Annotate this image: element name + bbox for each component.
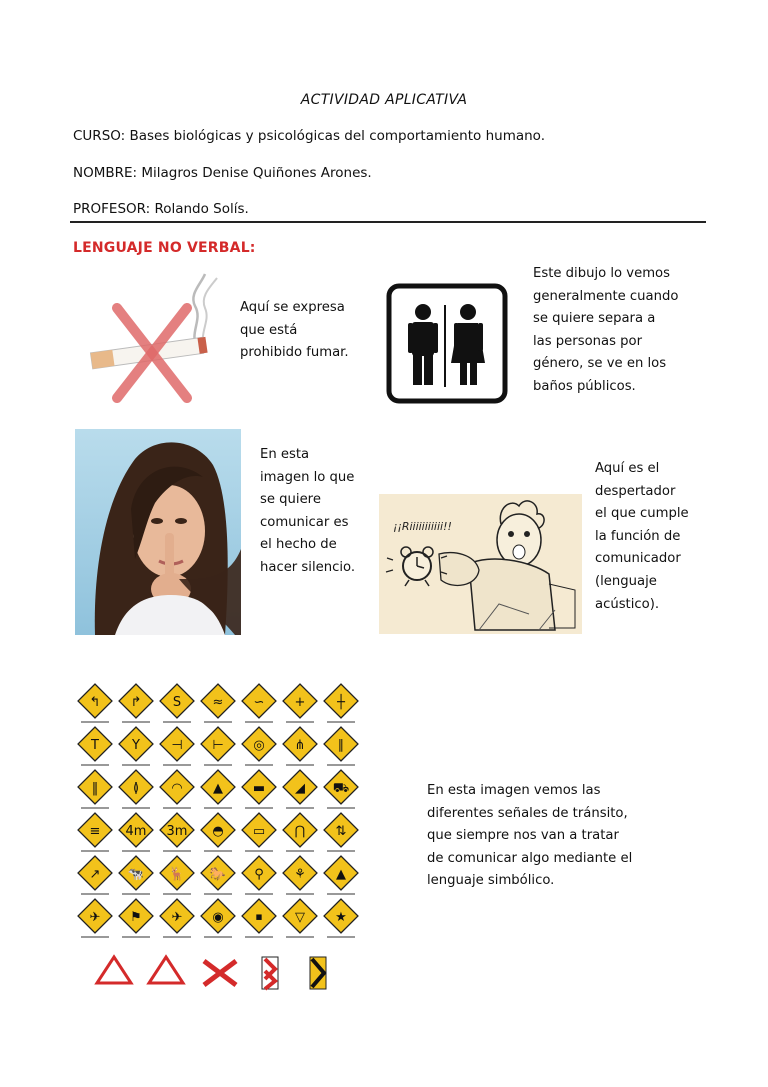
svg-text:★: ★ [335, 910, 347, 925]
traffic-sign-icon [262, 957, 278, 989]
svg-text:✈: ✈ [89, 910, 101, 925]
traffic-sign-icon [160, 899, 194, 938]
no-smoking-caption: Aquí se expresa que está prohibido fumar. [240, 300, 349, 361]
traffic-sign-icon [324, 684, 358, 723]
traffic-sign-icon [119, 770, 153, 809]
traffic-signs-image [74, 681, 364, 1003]
svg-text:↗: ↗ [89, 867, 101, 882]
course-line: CURSO: Bases biológicas y psicológicas del comportamiento humano. [73, 128, 545, 144]
traffic-sign-icon [324, 899, 358, 938]
svg-text:◎: ◎ [253, 738, 265, 753]
svg-text:◢: ◢ [295, 781, 305, 796]
svg-text:≡: ≡ [89, 824, 101, 839]
svg-text:◠: ◠ [171, 781, 183, 796]
alarm-caption: Aquí es el despertador el que cumple la función de comunicador (lenguaje acústico). [595, 461, 689, 610]
svg-text:┼: ┼ [337, 695, 345, 710]
traffic-sign-icon [160, 813, 194, 852]
teacher-line: PROFESOR: Rolando Solís. [73, 201, 249, 217]
traffic-sign-icon [97, 957, 131, 983]
alarm-sound-text: ¡¡Riiiiiiiiiii!! [393, 520, 452, 533]
svg-text:4m: 4m [125, 824, 147, 839]
traffic-sign-icon [119, 684, 153, 723]
traffic-sign-icon [78, 770, 112, 809]
traffic-sign-icon [78, 856, 112, 895]
traffic-sign-icon [283, 813, 317, 852]
section-title: LENGUAJE NO VERBAL: [73, 240, 256, 256]
traffic-sign-icon [283, 856, 317, 895]
svg-text:▬: ▬ [252, 781, 266, 796]
svg-text:⋔: ⋔ [294, 738, 306, 753]
svg-text:⏹: ⏹ [255, 910, 263, 925]
svg-text:+: + [294, 695, 306, 710]
svg-text:🐄: 🐄 [127, 867, 145, 882]
restroom-caption: Este dibujo lo vemos generalmente cuando se quiere separa a las personas por género, se ve en los baños públicos. [533, 266, 679, 394]
svg-text:▽: ▽ [295, 910, 305, 925]
no-smoking-image [85, 272, 235, 404]
traffic-signs-caption: En esta imagen vemos las diferentes señales de tránsito, que siempre nos van a tratar de comunicar algo mediante el lenguaje simbólico. [427, 783, 633, 889]
silence-caption: En esta imagen lo que se quiere comunicar es el hecho de hacer silencio. [260, 447, 356, 575]
traffic-sign-icon [201, 770, 235, 809]
traffic-sign-icon [324, 856, 358, 895]
traffic-sign-icon [201, 899, 235, 938]
svg-text:≈: ≈ [212, 695, 224, 710]
traffic-sign-icon [242, 813, 276, 852]
svg-text:3m: 3m [166, 824, 188, 839]
traffic-sign-icon [242, 684, 276, 723]
traffic-sign-icon [119, 856, 153, 895]
svg-text:≬: ≬ [132, 781, 140, 796]
traffic-sign-icon [78, 813, 112, 852]
traffic-sign-icon [324, 727, 358, 766]
svg-text:⚲: ⚲ [254, 867, 264, 882]
svg-text:✈: ✈ [171, 910, 183, 925]
name-line: NOMBRE: Milagros Denise Quiñones Arones. [73, 165, 372, 181]
svg-text:⋂: ⋂ [294, 824, 306, 839]
document-title: ACTIVIDAD APLICATIVA [300, 92, 468, 108]
svg-text:⊢: ⊢ [212, 738, 224, 753]
traffic-sign-icon [78, 684, 112, 723]
traffic-sign-icon [160, 856, 194, 895]
traffic-sign-icon [160, 727, 194, 766]
traffic-sign-icon [242, 770, 276, 809]
traffic-sign-icon [149, 957, 183, 983]
svg-text:T: T [91, 738, 99, 753]
traffic-sign-icon [324, 770, 358, 809]
traffic-sign-icon [204, 961, 236, 985]
traffic-sign-icon [78, 727, 112, 766]
svg-text:⚘: ⚘ [294, 867, 306, 882]
svg-text:∽: ∽ [253, 695, 265, 710]
svg-text:◓: ◓ [212, 824, 224, 839]
traffic-sign-icon [242, 727, 276, 766]
traffic-sign-icon [160, 770, 194, 809]
svg-text:‖: ‖ [91, 781, 99, 796]
traffic-sign-icon [310, 957, 326, 989]
header-divider [70, 221, 706, 223]
svg-text:S: S [172, 695, 182, 710]
traffic-sign-icon [242, 856, 276, 895]
svg-text:◉: ◉ [212, 910, 224, 925]
traffic-sign-icon [283, 727, 317, 766]
svg-text:🐎: 🐎 [209, 867, 227, 882]
svg-text:▭: ▭ [252, 824, 266, 839]
traffic-sign-icon [119, 813, 153, 852]
traffic-sign-icon [201, 727, 235, 766]
traffic-sign-icon [242, 899, 276, 938]
svg-text:⊣: ⊣ [171, 738, 183, 753]
svg-text:∥: ∥ [337, 738, 345, 753]
svg-text:↰: ↰ [89, 695, 101, 710]
svg-text:▲: ▲ [336, 867, 346, 882]
svg-text:⇅: ⇅ [335, 824, 347, 839]
traffic-sign-icon [283, 684, 317, 723]
svg-text:▲: ▲ [213, 781, 223, 796]
traffic-sign-icon [283, 770, 317, 809]
traffic-sign-icon [283, 899, 317, 938]
svg-text:🦌: 🦌 [168, 867, 186, 882]
traffic-sign-icon [324, 813, 358, 852]
traffic-sign-icon [201, 813, 235, 852]
traffic-sign-icon [160, 684, 194, 723]
svg-text:Y: Y [132, 738, 140, 753]
silence-woman-photo [75, 429, 241, 635]
svg-text:⚑: ⚑ [130, 910, 142, 925]
traffic-sign-icon [201, 856, 235, 895]
svg-text:⛟: ⛟ [332, 781, 350, 796]
traffic-sign-icon [78, 899, 112, 938]
alarm-clock-drawing [379, 494, 582, 634]
restroom-sign-image [386, 283, 508, 404]
traffic-sign-icon [119, 899, 153, 938]
traffic-sign-icon [119, 727, 153, 766]
traffic-sign-icon [201, 684, 235, 723]
svg-text:↱: ↱ [130, 695, 142, 710]
